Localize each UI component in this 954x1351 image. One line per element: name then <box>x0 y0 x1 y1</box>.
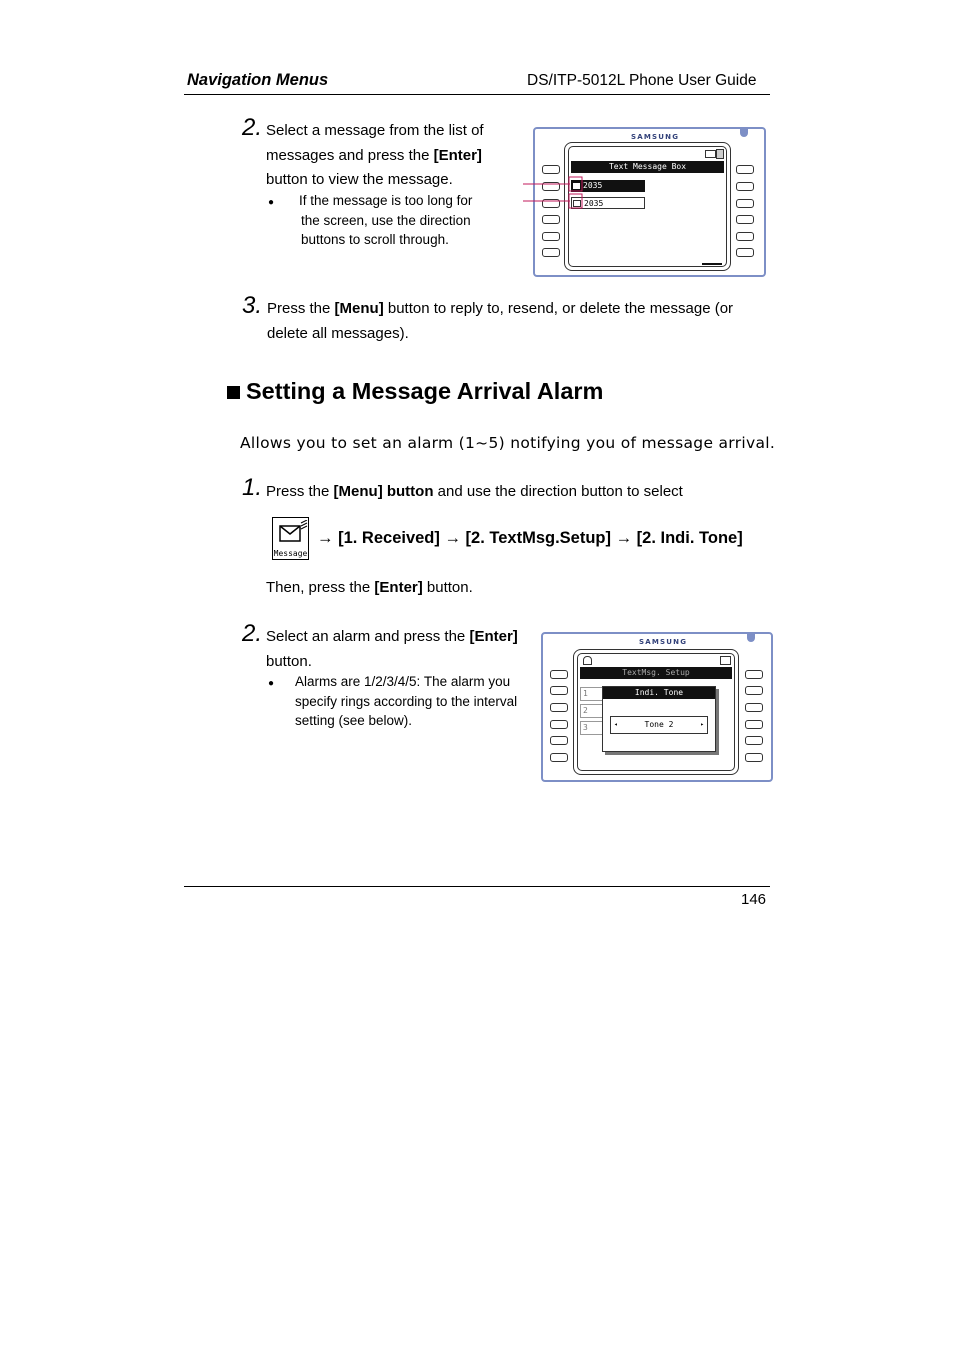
header-guide-title: DS/ITP-5012L Phone User Guide <box>527 72 757 89</box>
soft-key <box>736 199 754 208</box>
envelope-icon <box>705 150 716 158</box>
soft-key <box>542 248 560 257</box>
section-intro: Allows you to set an alarm (1~5) notifying you of message arrival. <box>240 434 776 452</box>
bullet-dot: ● <box>268 197 275 208</box>
step-text: Press the [Menu] button to reply to, resend, or delete the message (or delete all messages). <box>267 300 734 342</box>
lcd-title: TextMsg. Setup <box>580 667 732 679</box>
lock-icon <box>583 656 592 665</box>
lcd-title: Text Message Box <box>571 161 724 173</box>
soft-key <box>745 703 763 712</box>
soft-key <box>745 720 763 729</box>
page-number: 146 <box>741 891 767 908</box>
soft-key <box>550 686 568 695</box>
step-number: 3. <box>242 292 263 319</box>
step-text: Select an alarm and press the [Enter] button. <box>266 628 518 670</box>
soft-key <box>550 703 568 712</box>
popup-dialog <box>602 686 716 752</box>
chevron-left-icon: ◂ <box>614 721 618 728</box>
scroll-indicator <box>702 263 722 265</box>
bullet-text: If the message is too long for the screen, use the direction buttons to scroll through. <box>299 193 473 247</box>
envelope-icon <box>274 520 309 548</box>
header-rule <box>184 94 770 95</box>
soft-key <box>550 753 568 762</box>
soft-key <box>736 248 754 257</box>
lcd-display <box>573 649 739 775</box>
soft-key <box>745 736 763 745</box>
phone-screen-illustration <box>541 632 773 782</box>
header-section-title: Navigation Menus <box>187 71 329 89</box>
message-list-item: 2035 <box>571 197 645 209</box>
menu-row: 1 <box>580 687 606 701</box>
brand-logo: SAMSUNG <box>639 638 688 646</box>
callout-lines <box>520 170 590 215</box>
step-note: Then, press the [Enter] button. <box>266 579 473 596</box>
soft-key <box>745 753 763 762</box>
brand-logo: SAMSUNG <box>631 133 680 141</box>
bullet-text: Alarms are 1/2/3/4/5: The alarm you specify rings according to the interval setting (see below). <box>295 674 518 728</box>
phone-status-icon <box>720 656 731 665</box>
soft-key <box>736 165 754 174</box>
bullet-dot: ● <box>268 678 275 689</box>
tone-selector: ◂ Tone 2 ▸ <box>610 716 708 734</box>
soft-key <box>550 736 568 745</box>
chevron-right-icon: ▸ <box>700 721 704 728</box>
soft-key <box>745 686 763 695</box>
menu-row: 2 <box>580 704 606 718</box>
soft-key <box>542 232 560 241</box>
step-text: Select a message from the list of messages and press the [Enter] button to view the message. <box>266 122 484 188</box>
soft-key <box>745 670 763 679</box>
step-number: 1. <box>242 474 263 501</box>
square-bullet-icon <box>227 386 240 399</box>
soft-key <box>736 215 754 224</box>
menu-row: 3 <box>580 721 606 735</box>
popup-title: Indi. Tone <box>603 687 715 699</box>
soft-key <box>550 670 568 679</box>
footer-rule <box>184 886 770 887</box>
menu-path: → [1. Received] → [2. TextMsg.Setup] → [2. Indi. Tone] <box>317 529 743 547</box>
led-indicator <box>747 633 755 642</box>
soft-key <box>542 215 560 224</box>
battery-icon <box>716 149 724 159</box>
step-number: 2. <box>242 620 263 647</box>
section-heading: Setting a Message Arrival Alarm <box>227 378 603 405</box>
soft-key <box>736 232 754 241</box>
message-list-item-selected: 2035 <box>571 180 645 192</box>
soft-key <box>550 720 568 729</box>
step-text: Press the [Menu] button and use the direction button to select <box>266 483 683 500</box>
message-menu-icon: Message <box>272 517 309 560</box>
led-indicator <box>740 128 748 137</box>
soft-key <box>736 182 754 191</box>
step-number: 2. <box>242 114 263 141</box>
